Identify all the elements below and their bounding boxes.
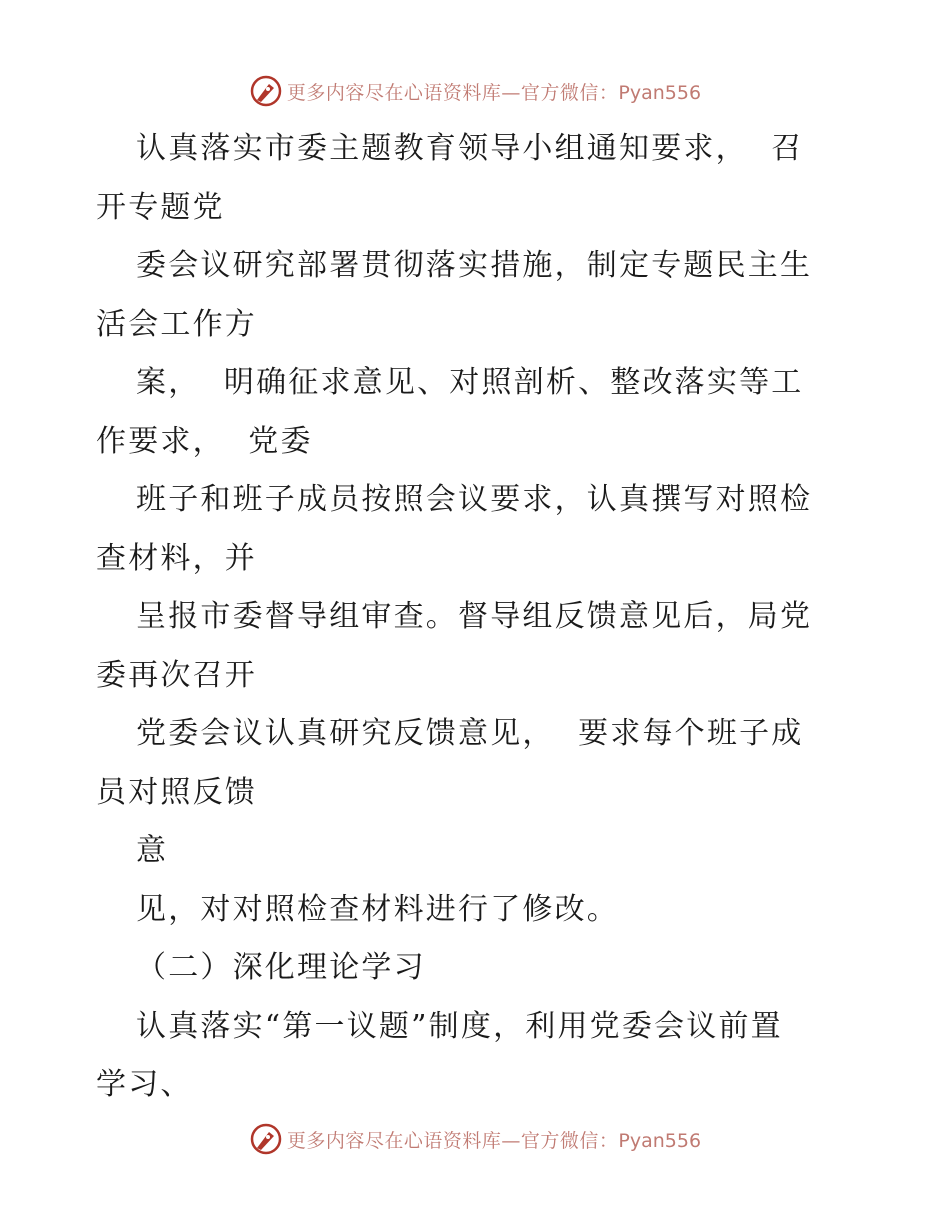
document-body	[96, 120, 856, 1115]
pen-nib-logo-icon	[249, 1122, 283, 1156]
header-watermark-text: 更多内容尽在心语资料库—官方微信：Pyan556	[286, 81, 702, 104]
body-line: 案， 明确征求意见、对照剖析、整改落实等工	[136, 365, 804, 400]
body-line: 委会议研究部署贯彻落实措施，制定专题民主生	[136, 248, 813, 283]
body-line: 学习、	[96, 1067, 193, 1102]
footer-watermark-text: 更多内容尽在心语资料库—官方微信：Pyan556	[286, 1129, 702, 1152]
header-watermark	[0, 71, 950, 111]
body-line: 开专题党	[96, 189, 225, 225]
body-line: 员对照反馈	[96, 774, 257, 810]
body-line: 见，对对照检查材料进行了修改。	[136, 891, 619, 927]
body-line: 委再次召开	[96, 657, 257, 693]
section-heading: （二）深化理论学习	[136, 950, 426, 985]
footer-watermark-handle: Pyan556	[618, 1129, 702, 1152]
body-line: 党委会议认真研究反馈意见， 要求每个班子成	[136, 716, 804, 751]
body-line: 活会工作方	[96, 306, 257, 342]
body-line: 认真落实市委主题教育领导小组通知要求， 召	[136, 131, 804, 166]
pen-nib-logo-icon	[249, 74, 283, 108]
footer-watermark	[0, 1119, 950, 1159]
body-line: 认真落实“第一议题”制度，利用党委会议前置	[136, 1008, 783, 1044]
body-line: 意	[136, 833, 169, 868]
header-watermark-handle: Pyan556	[618, 81, 702, 104]
body-line: 呈报市委督导组审查。督导组反馈意见后，局党	[136, 599, 813, 634]
body-line: 班子和班子成员按照会议要求，认真撰写对照检	[136, 482, 813, 517]
body-line: 查材料，并	[96, 540, 257, 576]
body-line: 作要求， 党委	[96, 423, 313, 459]
